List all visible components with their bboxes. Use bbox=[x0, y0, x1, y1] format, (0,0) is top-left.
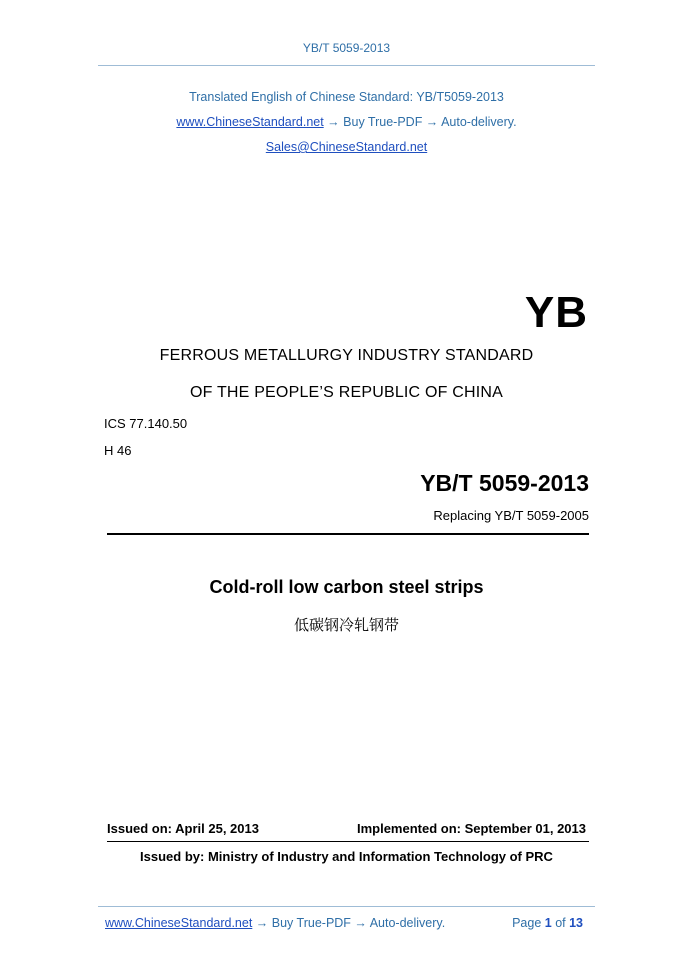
document-title: Cold-roll low carbon steel strips bbox=[209, 577, 484, 597]
replacing-standard: Replacing YB/T 5059-2005 bbox=[433, 508, 589, 523]
translation-notice: Translated English of Chinese Standard: YB/T5059-2013 bbox=[189, 90, 504, 104]
page-total: 13 bbox=[569, 916, 583, 930]
issuing-authority: Issued by: Ministry of Industry and Information Technology of PRC bbox=[140, 849, 553, 864]
ics-code: ICS 77.140.50 bbox=[104, 416, 188, 431]
classification-code: H 46 bbox=[104, 443, 132, 458]
standard-category-line2: OF THE PEOPLE’S REPUBLIC OF CHINA bbox=[189, 384, 504, 401]
page-indicator bbox=[512, 916, 583, 930]
running-header: YB/T 5059-2013 bbox=[302, 41, 391, 55]
page-current: 1 bbox=[544, 916, 552, 930]
yb-logo: YB bbox=[524, 288, 588, 337]
page-of-label: of bbox=[551, 916, 570, 930]
sales-email-line bbox=[0, 140, 693, 154]
issue-date: Issued on: April 25, 2013 bbox=[107, 821, 259, 836]
footer-divider bbox=[98, 906, 595, 907]
header-divider bbox=[98, 65, 595, 66]
footer-purchase-text: → Buy True-PDF → Auto-delivery. bbox=[252, 916, 446, 930]
issue-divider bbox=[107, 841, 589, 842]
purchase-notice bbox=[0, 115, 693, 129]
title-divider bbox=[107, 533, 589, 535]
standard-number: YB/T 5059-2013 bbox=[420, 470, 589, 496]
footer-site-link[interactable]: www.ChineseStandard.net bbox=[105, 916, 253, 930]
purchase-notice-text: → Buy True-PDF → Auto-delivery. bbox=[323, 115, 517, 129]
sales-email-link[interactable]: Sales@ChineseStandard.net bbox=[265, 140, 428, 154]
document-title-chinese: 低碳钢冷轧钢带 bbox=[293, 616, 399, 634]
implementation-date: Implemented on: September 01, 2013 bbox=[356, 821, 586, 836]
page-label: Page bbox=[512, 916, 545, 930]
footer-purchase-line bbox=[105, 916, 445, 930]
standard-category-line1: FERROUS METALLURGY INDUSTRY STANDARD bbox=[159, 347, 534, 364]
chinesestandard-link[interactable]: www.ChineseStandard.net bbox=[176, 115, 324, 129]
